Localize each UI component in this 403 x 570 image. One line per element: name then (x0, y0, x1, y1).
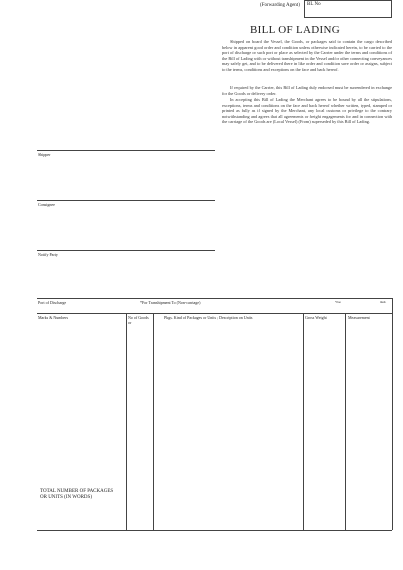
goods-table-right-border (392, 298, 393, 530)
shipper-field[interactable] (37, 158, 215, 198)
consignee-divider (37, 200, 215, 201)
transhipment-label: *For Transhipment To (Non-carriage) (140, 300, 201, 305)
terms-paragraph-2: If required by the Carrier, this Bill of Lading duly endorsed must be surrendered in exchange for the Goods or delivery order. (222, 85, 392, 96)
total-packages-label-line1: TOTAL NUMBER OF PACKAGES (40, 489, 114, 494)
port-of-discharge-label: Port of Discharge (38, 300, 67, 305)
forwarding-agent-label: (Forwarding Agent) (260, 3, 300, 8)
col-gross-weight-header: Gross Weight (305, 315, 327, 320)
consignee-field[interactable] (37, 208, 215, 248)
notify-party-label: Notify Party (38, 252, 58, 257)
shipper-divider (37, 150, 215, 151)
bl-number-box[interactable] (304, 0, 392, 18)
bl-number-label: BL No (307, 2, 321, 7)
notify-divider (37, 250, 215, 251)
col-measurement-header: Measurement (348, 315, 370, 320)
routing-right-label-1: *rise (335, 300, 341, 304)
col-marks-header: Marks & Numbers (38, 315, 68, 320)
goods-table-top-rule (37, 313, 392, 314)
terms-paragraph-1: Shipped on board the Vessel, the Goods, or packages said to contain the cargo described below in apparent good order and condition unless otherwise indicated herein, to be carried to the port of discharge or such port or place as selected by the Carrier under the terms and conditions of the Bill of Lading with or without transhipment in the Vessel and/or other connecting conveyances may safely get, and to be delivered there in like order and condition save order or assigns, subject to the terms, conditions and exceptions on the face and back hereof. (222, 39, 392, 72)
shipper-label: Shipper (38, 152, 51, 157)
routing-top-rule (37, 298, 392, 299)
document-title: BILL OF LADING (250, 24, 340, 36)
consignee-label: Consignee (38, 202, 55, 207)
terms-paragraph-3: In accepting this Bill of Lading the Merchant agrees to be bound by all the stipulations, exceptions, terms and conditions on the face and back hereof whether written, typed, stamped or printed as fully as if signed by the Merchant, any local customs or privilege to the contrary notwithstanding and agrees that all agreements or freight engagements for and in connection with the carriage of the Goods are (Local Vessel) (From) superseded by this Bill of Lading. (222, 97, 392, 125)
col-description-header: Pkgs. Kind of Packages or Units ; Description on Units (164, 315, 253, 320)
routing-right-label-2: mult. (380, 300, 387, 304)
notify-party-field[interactable] (37, 258, 215, 296)
total-packages-label-line2: OR UNITS (IN WORDS) (40, 495, 92, 500)
col-no-of-goods-header: No of Goods or (128, 315, 149, 325)
total-packages-label (40, 489, 113, 501)
goods-description-area[interactable] (38, 326, 388, 486)
goods-table-bottom-rule (37, 530, 392, 531)
